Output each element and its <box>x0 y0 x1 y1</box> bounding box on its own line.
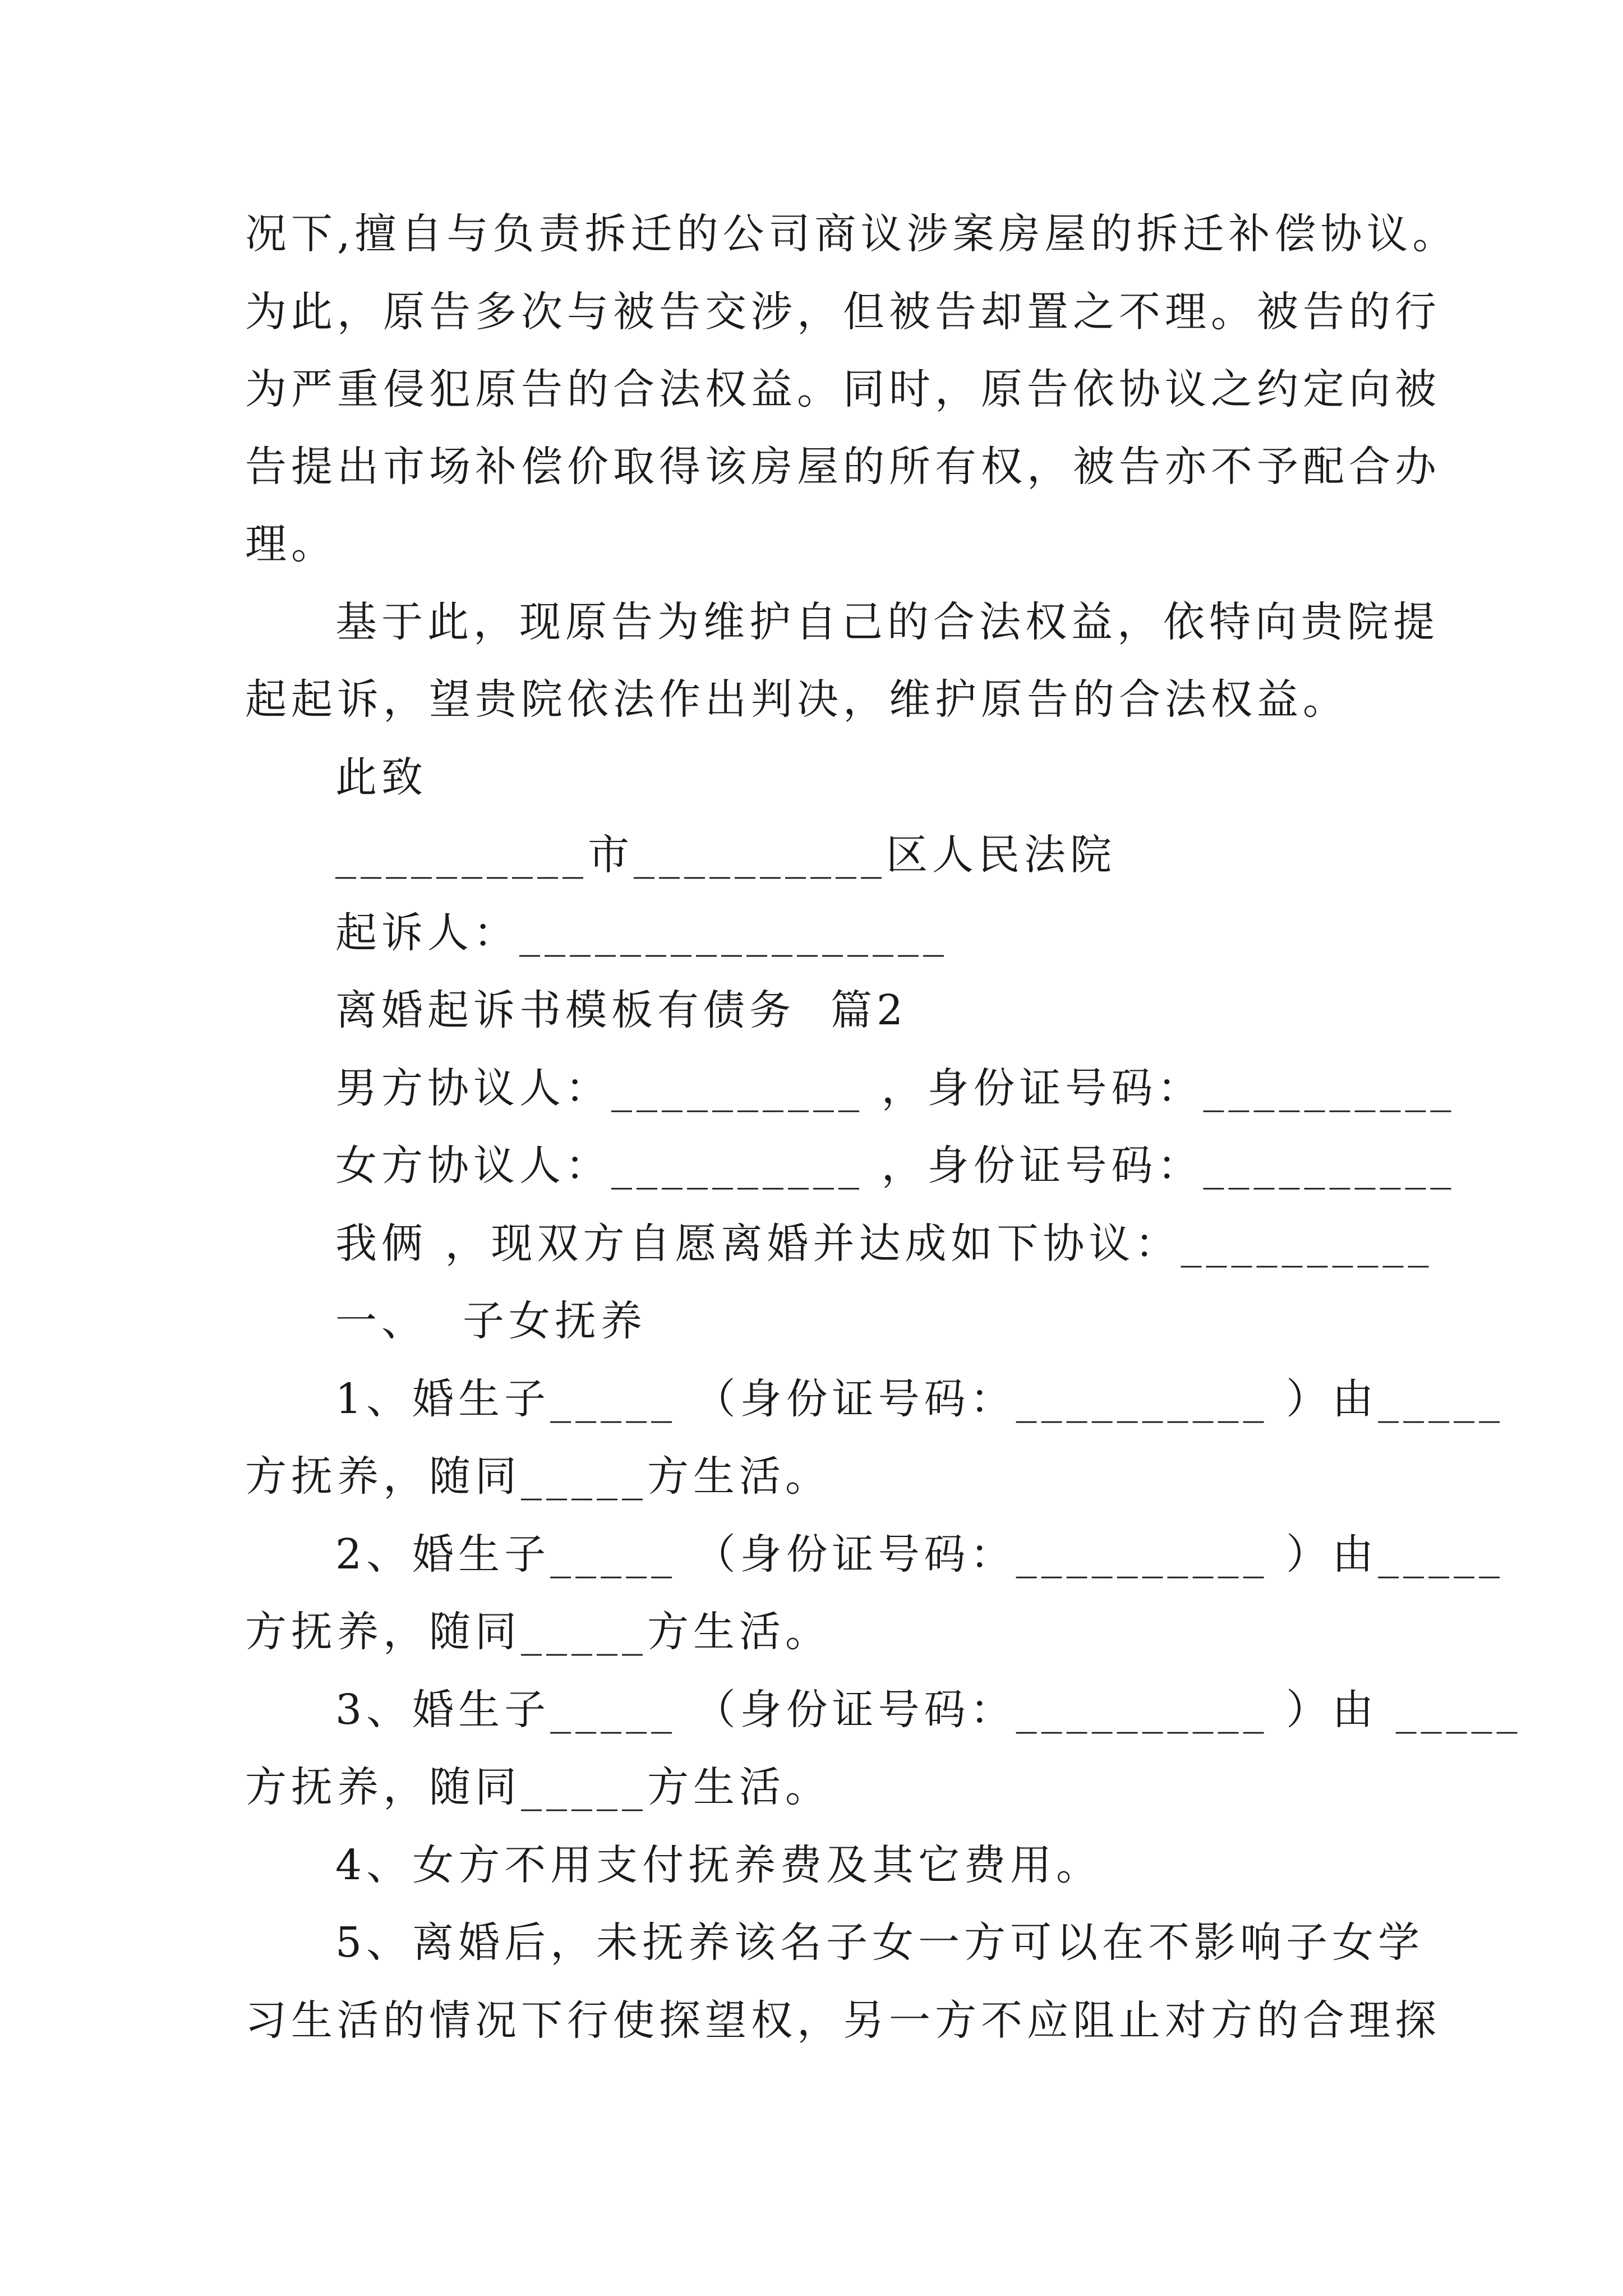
paragraph-line-6: 基于此，现原告为维护自己的合法权益，依特向贵院提 <box>335 598 1439 646</box>
paragraph-line-1: 况下,擅自与负责拆迁的公司商议涉案房屋的拆迁补偿协议。 <box>245 210 1459 258</box>
agreement-intro-line: 我俩 ，现双方自愿离婚并达成如下协议：__________ <box>335 1220 1433 1268</box>
clause-2-line-2: 方抚养，随同_____方生活。 <box>245 1608 831 1656</box>
paragraph-line-4: 告提出市场补偿价取得该房屋的所有权，被告亦不予配合办 <box>245 443 1441 491</box>
clause-3-line-2: 方抚养，随同_____方生活。 <box>245 1763 831 1811</box>
salutation-line: 此致 <box>335 753 427 802</box>
clause-1-line-1: 1、婚生子_____ （身份证号码：__________ ）由_____ <box>335 1375 1505 1423</box>
clause-5-line-2: 习生活的情况下行使探望权，另一方不应阻止对方的合理探 <box>245 1996 1441 2045</box>
clause-heading-child-custody: 一、 子女抚养 <box>335 1297 647 1345</box>
female-party-line: 女方协议人：__________ ，身份证号码：__________ <box>335 1142 1456 1190</box>
plaintiff-signature-line: 起诉人：_________________ <box>335 909 948 957</box>
male-party-line: 男方协议人：__________ ，身份证号码：__________ <box>335 1064 1456 1112</box>
paragraph-line-2: 为此，原告多次与被告交涉，但被告却置之不理。被告的行 <box>245 288 1441 336</box>
paragraph-line-7: 起起诉，望贵院依法作出判决，维护原告的合法权益。 <box>245 675 1349 724</box>
clause-5-line-1: 5、离婚后，未抚养该名子女一方可以在不影响子女学 <box>335 1918 1424 1967</box>
clause-3-line-1: 3、婚生子_____ （身份证号码：__________ ）由 _____ <box>335 1686 1522 1734</box>
clause-1-line-2: 方抚养，随同_____方生活。 <box>245 1452 831 1501</box>
clause-2-line-1: 2、婚生子_____ （身份证号码：__________ ）由_____ <box>335 1530 1505 1579</box>
paragraph-line-5: 理。 <box>245 520 337 568</box>
section-heading: 离婚起诉书模板有债务 篇2 <box>335 986 908 1034</box>
paragraph-line-3: 为严重侵犯原告的合法权益。同时，原告依协议之约定向被 <box>245 365 1441 413</box>
clause-4-line: 4、女方不用支付抚养费及其它费用。 <box>335 1841 1103 1889</box>
court-address-line: __________市__________区人民法院 <box>335 831 1116 879</box>
